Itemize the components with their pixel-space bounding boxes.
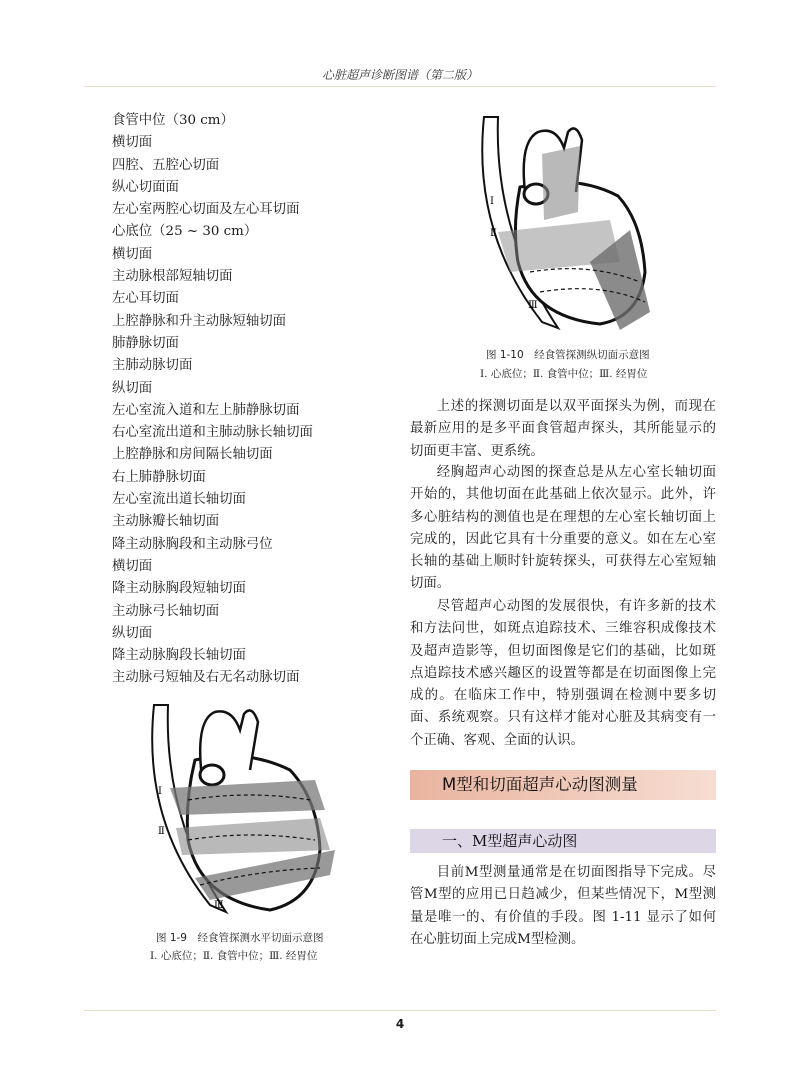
label-II: Ⅱ <box>490 228 497 239</box>
label-I: Ⅰ <box>158 786 162 797</box>
view-list-item: 左心耳切面 <box>112 291 179 307</box>
view-list-item: 主肺动脉切面 <box>112 358 193 374</box>
paragraph-3: 尽管超声心动图的发展很快，有许多新的技术和方法问世，如斑点追踪技术、三维容积成像技术及超声造影等，但切面图像是它们的基础，比如斑点追踪技术感兴趣区的设置等都是在切面图像上完成的。在临床工作中，特别强调在检测中要多切面、系统观察。只有这样才能对心脏及其病变有一个正确、客观、全面的认识。 <box>410 599 716 748</box>
subsection-heading: 一、M型超声心动图 <box>410 829 716 853</box>
view-list-item: 左心室流出道长轴切面 <box>112 492 246 508</box>
label-III: Ⅲ <box>214 900 224 911</box>
label-I: Ⅰ <box>490 196 494 207</box>
view-list <box>112 110 313 690</box>
plane-I <box>542 146 580 220</box>
view-list-item: 降主动脉胸段和主动脉弓位 <box>112 536 273 552</box>
figure-1-10 <box>470 112 670 340</box>
view-list-item: 降主动脉胸段短轴切面 <box>112 581 246 597</box>
aortic-root-shape <box>200 765 224 785</box>
view-list-item: 右上肺静脉切面 <box>112 469 206 485</box>
view-list-item: 肺静脉切面 <box>112 335 179 351</box>
view-list-item: 横切面 <box>112 558 153 574</box>
view-list-item: 主动脉弓长轴切面 <box>112 603 220 619</box>
view-list-item: 降主动脉胸段长轴切面 <box>112 648 246 664</box>
view-list-item: 主动脉根部短轴切面 <box>112 269 233 285</box>
figure-1-9 <box>140 700 340 925</box>
view-list-item: 纵切面 <box>112 625 153 641</box>
figure-1-9-legend: Ⅰ. 心底位；Ⅱ. 食管中位；Ⅲ. 经胃位 <box>150 950 318 962</box>
label-II: Ⅱ <box>158 826 165 837</box>
running-header: 心脏超声诊断图谱（第二版） <box>321 68 478 82</box>
figure-1-10-diagram <box>470 112 670 340</box>
label-III: Ⅲ <box>528 300 538 311</box>
view-list-item: 纵切面 <box>112 380 153 396</box>
view-list-item: 心底位（25 ~ 30 cm） <box>112 224 258 240</box>
view-list-item: 主动脉瓣长轴切面 <box>112 514 220 530</box>
view-list-item: 上腔静脉和升主动脉短轴切面 <box>112 313 287 329</box>
view-list-item: 食管中位（30 cm） <box>112 113 234 128</box>
view-list-item: 主动脉弓短轴及右无名动脉切面 <box>112 670 300 686</box>
paragraph-4: 目前M型测量通常是在切面图指导下完成。尽管M型的应用已日趋减少，但某些情况下，M型测量是唯一的、有价值的手段。图 1-11 显示了如何在心脏切面上完成M型检测。 <box>410 865 716 947</box>
paragraph-1: 上述的探测切面是以双平面探头为例，而现在最新应用的是多平面食管超声探头，其所能显示的切面更丰富、更系统。 <box>410 399 716 459</box>
footer-rule <box>84 1010 716 1011</box>
header-rule <box>84 86 716 87</box>
figure-1-10-caption: 图 1-10 经食管探测纵切面示意图 <box>486 349 650 361</box>
view-list-item: 上腔静脉和房间隔长轴切面 <box>112 447 273 463</box>
section-heading: M型和切面超声心动图测量 <box>410 770 716 800</box>
figure-1-9-caption: 图 1-9 经食管探测水平切面示意图 <box>156 932 324 944</box>
figure-1-10-legend: Ⅰ. 心底位；Ⅱ. 食管中位；Ⅲ. 经胃位 <box>480 368 648 380</box>
view-list-item: 左心室两腔心切面及左心耳切面 <box>112 202 300 218</box>
view-list-item: 横切面 <box>112 246 153 262</box>
view-list-item: 左心室流入道和左上肺静脉切面 <box>112 402 300 418</box>
paragraph-2: 经胸超声心动图的探查总是从左心室长轴切面开始的，其他切面在此基础上依次显示。此外，许多心脏结构的测值也是在理想的左心室长轴切面上完成的，因此它具有十分重要的意义。如在左心室长轴的基础上顺时针旋转探头，可获得左心室短轴切面。 <box>410 465 716 592</box>
view-list-item: 四腔、五腔心切面 <box>112 157 220 173</box>
figure-1-9-diagram <box>140 700 340 925</box>
page-number: 4 <box>395 1017 405 1031</box>
view-list-item: 右心室流出道和主肺动脉长轴切面 <box>112 425 313 441</box>
view-list-item: 横切面 <box>112 135 153 151</box>
view-list-item: 纵心切面面 <box>112 179 179 195</box>
